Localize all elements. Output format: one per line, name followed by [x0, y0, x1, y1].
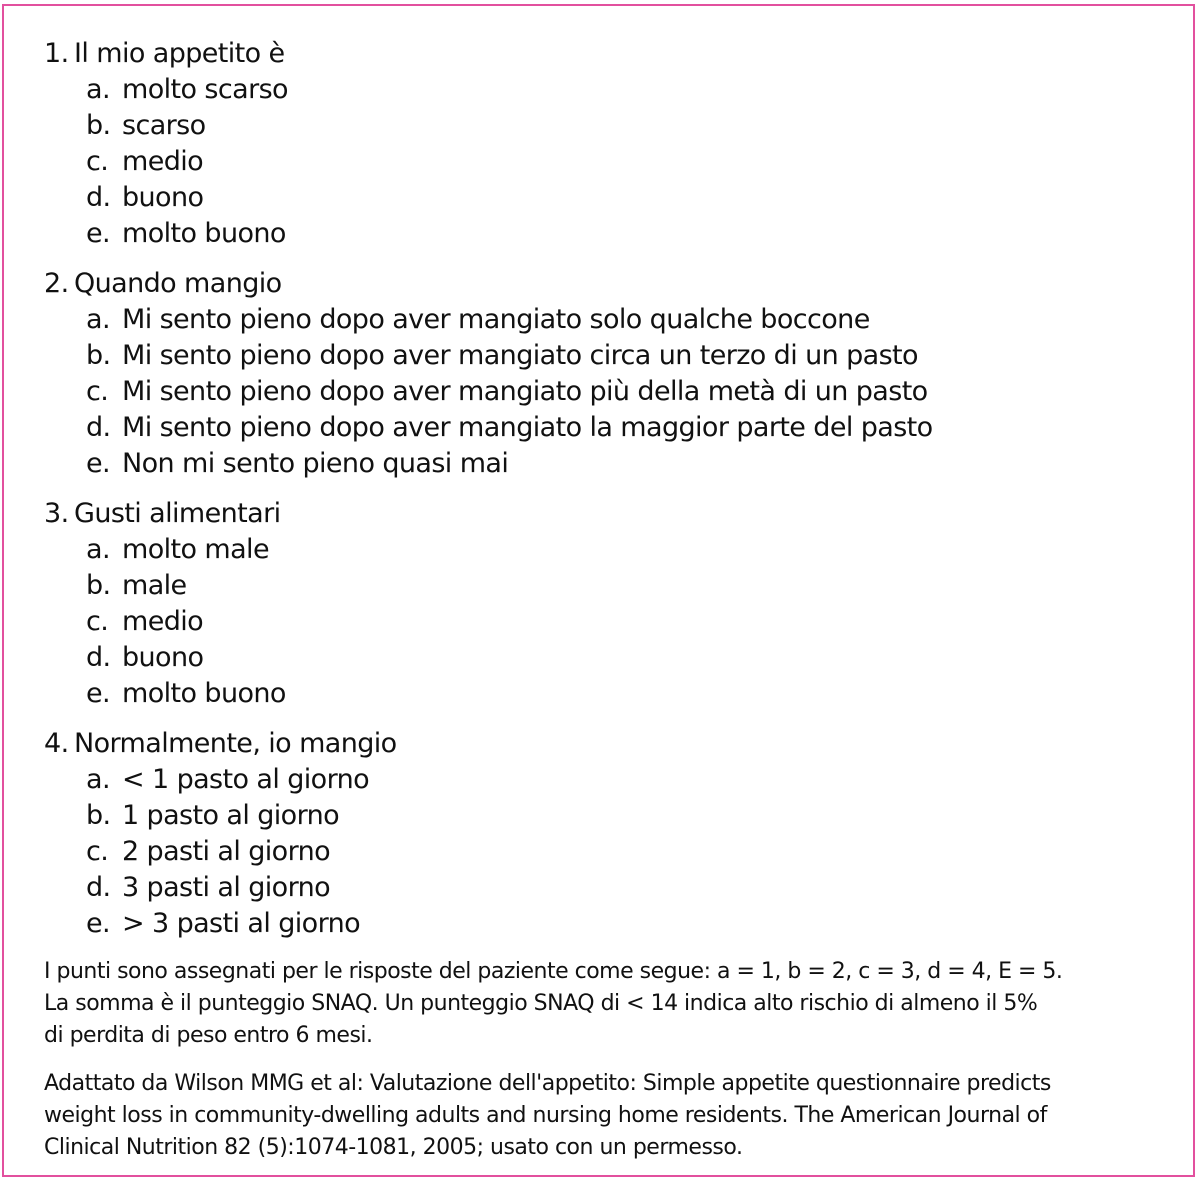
option-text: male	[122, 570, 187, 601]
question-number: 2.	[44, 268, 69, 299]
option-text: < 1 pasto al giorno	[122, 764, 370, 795]
option-list	[44, 762, 1164, 942]
option-letter: e.	[86, 678, 110, 709]
option-text: 1 pasto al giorno	[122, 800, 340, 831]
option-text: Mi sento pieno dopo aver mangiato la maggior parte del pasto	[122, 412, 933, 443]
question-text: Gusti alimentari	[74, 498, 281, 529]
option-letter: d.	[86, 642, 111, 673]
option-item	[86, 604, 1164, 640]
question-number: 4.	[44, 728, 69, 759]
option-item	[86, 338, 1164, 374]
question-block	[44, 36, 1164, 252]
option-item	[86, 410, 1164, 446]
option-text: medio	[122, 606, 204, 637]
option-letter: b.	[86, 110, 111, 141]
option-text: scarso	[122, 110, 206, 141]
question-block	[44, 496, 1164, 712]
question-title	[44, 496, 1164, 532]
scoring-note-line: La somma è il punteggio SNAQ. Un punteggio SNAQ di < 14 indica alto rischio di almeno il 5%	[44, 991, 1038, 1016]
question-text: Normalmente, io mangio	[74, 728, 397, 759]
option-text: molto buono	[122, 218, 286, 249]
option-letter: d.	[86, 412, 111, 443]
question-text: Quando mangio	[74, 268, 282, 299]
option-list	[44, 72, 1164, 252]
option-text: Mi sento pieno dopo aver mangiato circa un terzo di un pasto	[122, 340, 918, 371]
option-text: buono	[122, 642, 204, 673]
option-text: > 3 pasti al giorno	[122, 908, 361, 939]
option-item	[86, 640, 1164, 676]
option-letter: a.	[86, 304, 110, 335]
option-text: buono	[122, 182, 204, 213]
option-text: 2 pasti al giorno	[122, 836, 331, 867]
option-letter: e.	[86, 448, 110, 479]
option-text: molto scarso	[122, 74, 288, 105]
option-text: molto buono	[122, 678, 286, 709]
option-item	[86, 762, 1164, 798]
question-title	[44, 726, 1164, 762]
document-frame	[2, 4, 1195, 1177]
option-item	[86, 446, 1164, 482]
option-letter: c.	[86, 836, 109, 867]
option-item	[86, 302, 1164, 338]
option-text: medio	[122, 146, 204, 177]
option-letter: e.	[86, 218, 110, 249]
option-letter: a.	[86, 74, 110, 105]
question-list	[44, 36, 1164, 942]
option-letter: b.	[86, 800, 111, 831]
option-item	[86, 216, 1164, 252]
scoring-note-line: di perdita di peso entro 6 mesi.	[44, 1023, 373, 1048]
option-text: Non mi sento pieno quasi mai	[122, 448, 509, 479]
option-letter: c.	[86, 606, 109, 637]
option-letter: c.	[86, 376, 109, 407]
option-list	[44, 532, 1164, 712]
option-text: molto male	[122, 534, 269, 565]
option-item	[86, 532, 1164, 568]
option-item	[86, 568, 1164, 604]
questionnaire-content	[44, 36, 1164, 1164]
option-letter: b.	[86, 570, 111, 601]
option-letter: d.	[86, 182, 111, 213]
citation	[44, 1068, 1164, 1164]
citation-line: Adattato da Wilson MMG et al: Valutazione dell'appetito: Simple appetite questionnaire predicts	[44, 1071, 1051, 1096]
option-item	[86, 144, 1164, 180]
option-item	[86, 870, 1164, 906]
option-item	[86, 834, 1164, 870]
option-letter: a.	[86, 764, 110, 795]
option-text: 3 pasti al giorno	[122, 872, 331, 903]
option-item	[86, 676, 1164, 712]
option-letter: b.	[86, 340, 111, 371]
option-text: Mi sento pieno dopo aver mangiato solo qualche boccone	[122, 304, 870, 335]
option-item	[86, 374, 1164, 410]
question-title	[44, 36, 1164, 72]
question-title	[44, 266, 1164, 302]
question-block	[44, 266, 1164, 482]
citation-line: weight loss in community-dwelling adults and nursing home residents. The American Journal of	[44, 1103, 1047, 1128]
option-list	[44, 302, 1164, 482]
citation-line: Clinical Nutrition 82 (5):1074-1081, 2005; usato con un permesso.	[44, 1135, 743, 1160]
question-number: 3.	[44, 498, 69, 529]
option-letter: a.	[86, 534, 110, 565]
option-item	[86, 798, 1164, 834]
option-item	[86, 180, 1164, 216]
option-item	[86, 108, 1164, 144]
option-letter: c.	[86, 146, 109, 177]
scoring-note-line: I punti sono assegnati per le risposte del paziente come segue: a = 1, b = 2, c = 3, d = 4, E = 5.	[44, 959, 1063, 984]
option-item	[86, 906, 1164, 942]
option-letter: d.	[86, 872, 111, 903]
option-text: Mi sento pieno dopo aver mangiato più della metà di un pasto	[122, 376, 928, 407]
scoring-note	[44, 956, 1164, 1052]
question-block	[44, 726, 1164, 942]
option-item	[86, 72, 1164, 108]
question-number: 1.	[44, 38, 69, 69]
option-letter: e.	[86, 908, 110, 939]
question-text: Il mio appetito è	[74, 38, 285, 69]
